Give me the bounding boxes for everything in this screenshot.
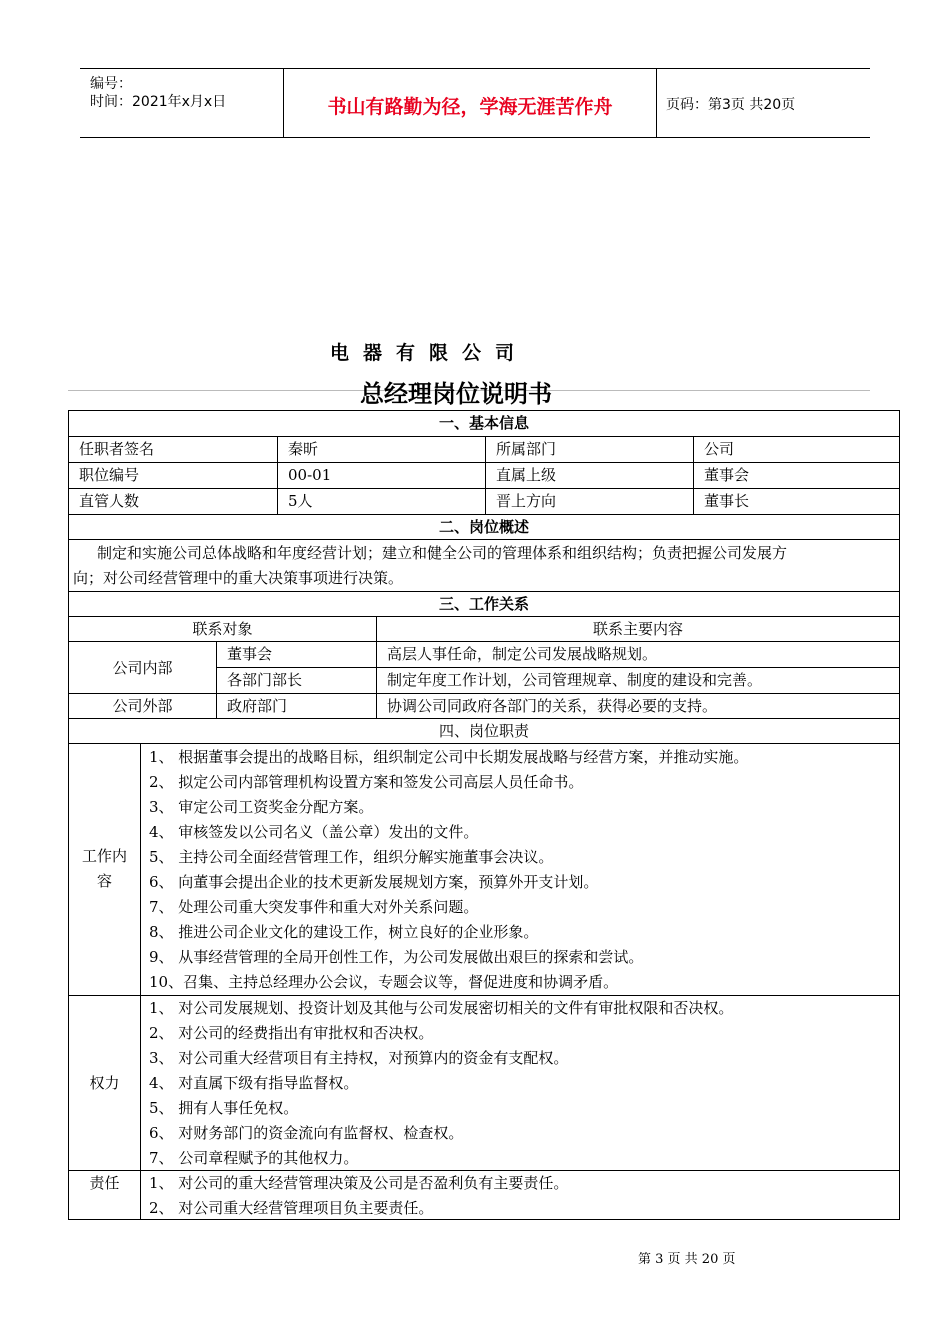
- field-label: 任职者签名: [79, 440, 155, 458]
- list-item: 7、 公司章程赋予的其他权力。: [149, 1149, 359, 1167]
- section-duties: [69, 719, 899, 744]
- list-item: [217, 668, 900, 694]
- field-value: 00-01: [277, 463, 485, 488]
- power-label: 权力: [89, 1074, 120, 1092]
- resp-label: 责任: [89, 1174, 120, 1192]
- list-item: 2、 对公司重大经营管理项目负主要责任。: [149, 1199, 434, 1217]
- table-row: [69, 489, 899, 515]
- field-value: 公司: [693, 437, 899, 462]
- company-name: 电器有限公司: [330, 342, 529, 364]
- section-overview: [69, 515, 899, 540]
- work-list: [140, 744, 899, 996]
- header-page-cell: [656, 69, 870, 137]
- field-value: 董事会: [693, 463, 899, 488]
- overview-line: 向；对公司经营管理中的重大决策事项进行决策。: [73, 569, 404, 587]
- field-value: 董事长: [693, 489, 899, 514]
- overview-text-row: [69, 540, 899, 592]
- field-label: 直属上级: [485, 463, 693, 488]
- overview-line: 制定和实施公司总体战略和年度经营计划；建立和健全公司的管理体系和组织结构；负责把握公司发展方: [97, 544, 788, 562]
- table-row: [69, 694, 899, 719]
- contact-content: 协调公司同政府各部门的关系，获得必要的支持。: [376, 694, 899, 718]
- column-header: 联系对象: [192, 620, 253, 638]
- group-label: 公司外部: [112, 697, 173, 715]
- table-row: [69, 437, 899, 463]
- responsibility-block: [69, 1171, 899, 1219]
- page-footer: 第 3 页 共 20 页: [638, 1252, 736, 1267]
- document-title: 总经理岗位说明书: [360, 380, 552, 408]
- section-title: 一、基本信息: [438, 414, 529, 432]
- job-description-table: [68, 410, 900, 1220]
- column-header: 联系主要内容: [376, 617, 899, 641]
- list-item: 4、 对直属下级有指导监督权。: [149, 1074, 359, 1092]
- section-title: 四、岗位职责: [438, 722, 529, 740]
- list-item: 1、 对公司发展规划、投资计划及其他与公司发展密切相关的文件有审批权限和否决权。: [149, 999, 734, 1017]
- field-value: 秦昕: [277, 437, 485, 462]
- table-row: [69, 642, 899, 694]
- list-item: [217, 642, 900, 668]
- list-item: 10、召集、主持总经理办公会议，专题会议等，督促进度和协调矛盾。: [149, 973, 619, 991]
- internal-contacts: [216, 642, 899, 693]
- header-meta: [80, 69, 283, 137]
- motto: 书山有路勤为径，学海无涯苦作舟: [327, 96, 613, 118]
- list-item: 7、 处理公司重大突发事件和重大对外关系问题。: [149, 898, 479, 916]
- power-list: [140, 996, 899, 1171]
- page-label: 页码：第3页 共20页: [666, 97, 796, 113]
- field-label: 直管人数: [79, 492, 140, 510]
- work-label-line: 工作内: [81, 847, 127, 865]
- list-item: 8、 推进公司企业文化的建设工作，树立良好的企业形象。: [149, 923, 539, 941]
- contact-name: 政府部门: [216, 694, 376, 718]
- list-item: 6、 对财务部门的资金流向有监督权、检查权。: [149, 1124, 464, 1142]
- section-title: 三、工作关系: [438, 595, 529, 613]
- table-row: [69, 463, 899, 489]
- list-item: 6、 向董事会提出企业的技术更新发展规划方案，预算外开支计划。: [149, 873, 599, 891]
- field-label: 职位编号: [79, 466, 140, 484]
- resp-list: [140, 1171, 899, 1219]
- time-label: 时间：2021年x月x日: [90, 94, 227, 110]
- list-item: 5、 主持公司全面经营管理工作，组织分解实施董事会决议。: [149, 848, 554, 866]
- list-item: 4、 审核签发以公司名义（盖公章）发出的文件。: [149, 823, 479, 841]
- document-header: [80, 68, 870, 138]
- code-label: 编号：: [90, 76, 132, 92]
- table-row: [69, 617, 899, 642]
- work-content-block: [69, 744, 899, 996]
- list-item: 9、 从事经营管理的全局开创性工作，为公司发展做出艰巨的探索和尝试。: [149, 948, 644, 966]
- contact-content: 高层人事任命，制定公司发展战略规划。: [376, 642, 657, 667]
- list-item: 1、 根据董事会提出的战略目标，组织制定公司中长期发展战略与经营方案，并推动实施。: [149, 748, 749, 766]
- list-item: 5、 拥有人事任免权。: [149, 1099, 299, 1117]
- field-label: 所属部门: [485, 437, 693, 462]
- list-item: 2、 拟定公司内部管理机构设置方案和签发公司高层人员任命书。: [149, 773, 584, 791]
- work-label: [69, 744, 140, 995]
- section-title: 二、岗位概述: [438, 518, 529, 536]
- group-label: 公司内部: [112, 659, 173, 677]
- work-label-line: 容: [96, 872, 112, 890]
- field-value: 5人: [277, 489, 485, 514]
- list-item: 3、 审定公司工资奖金分配方案。: [149, 798, 374, 816]
- contact-content: 制定年度工作计划，公司管理规章、制度的建设和完善。: [376, 668, 762, 694]
- overview-text: [69, 540, 899, 591]
- power-block: [69, 996, 899, 1171]
- list-item: 3、 对公司重大经营项目有主持权，对预算内的资金有支配权。: [149, 1049, 569, 1067]
- field-label: 晋上方向: [485, 489, 693, 514]
- section-basic-info: [69, 411, 899, 437]
- contact-name: 各部门部长: [227, 671, 303, 689]
- list-item: 1、 对公司的重大经营管理决策及公司是否盈利负有主要责任。: [149, 1174, 569, 1192]
- contact-name: 董事会: [227, 645, 273, 663]
- list-item: 2、 对公司的经费指出有审批权和否决权。: [149, 1024, 434, 1042]
- section-relations: [69, 592, 899, 617]
- header-motto-cell: [283, 69, 657, 137]
